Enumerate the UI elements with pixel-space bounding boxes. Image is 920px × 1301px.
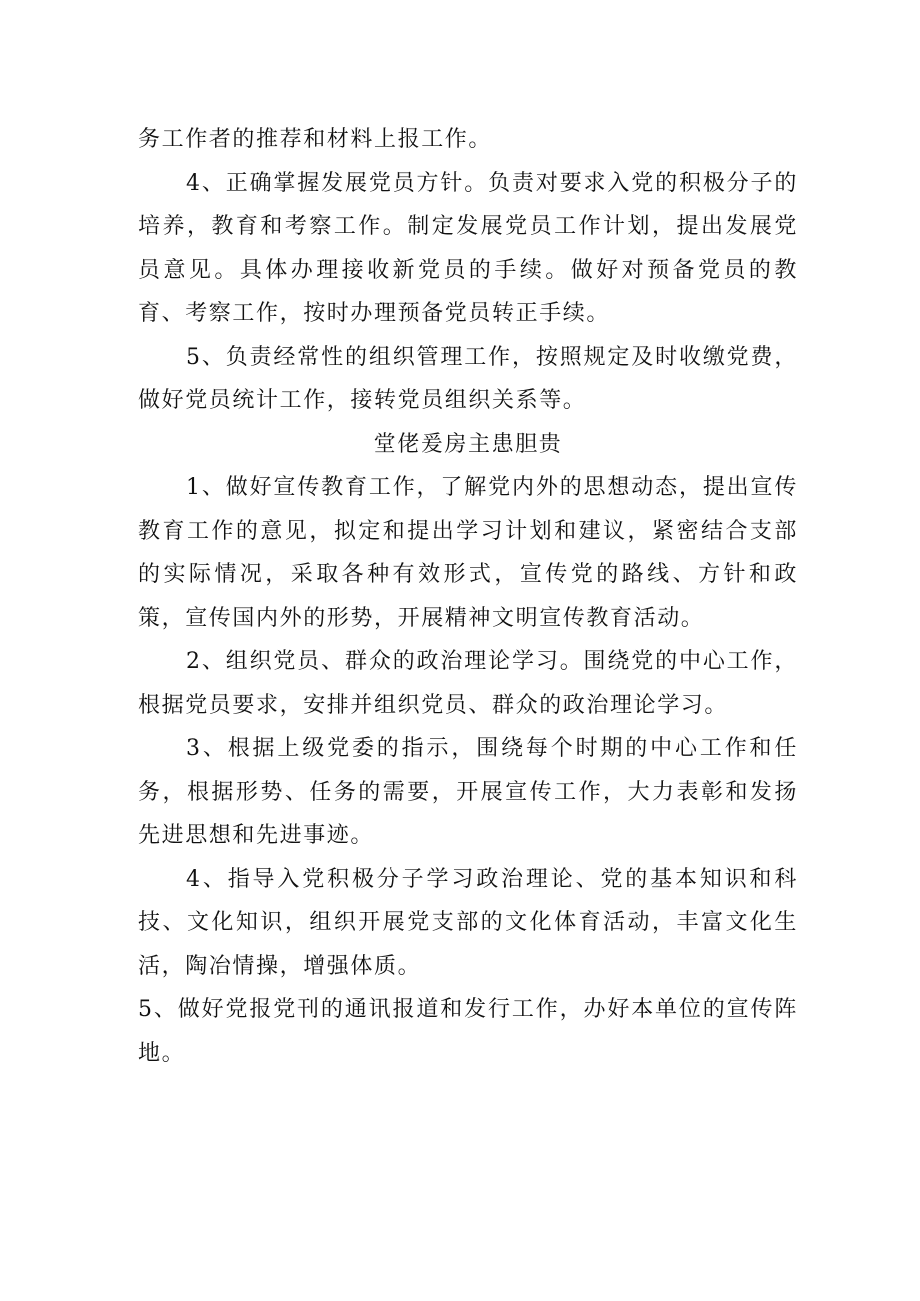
paragraph-propaganda-item-5: 5、做好党报党刊的通讯报道和发行工作，办好本单位的宣传阵地。: [138, 997, 798, 1066]
document-page: [138, 118, 798, 1075]
paragraph-continuation: 务工作者的推荐和材料上报工作。: [138, 127, 493, 152]
section-heading: 堂佬爰房主患胆贵: [373, 431, 563, 457]
paragraph-organization-item-4: 4、正确掌握发展党员方针。负责对要求入党的积极分子的培养，教育和考察工作。制定发展党员工作计划，提出发展党员意见。具体办理接收新党员的手续。做好对预备党员的教育、考察工作，按时办理预备党员转正手续。: [138, 170, 798, 326]
paragraph-propaganda-item-2: 2、组织党员、群众的政治理论学习。围绕党的中心工作，根据党员要求，安排并组织党员、群众的政治理论学习。: [138, 649, 798, 718]
paragraph-organization-item-5: 5、负责经常性的组织管理工作，按照规定及时收缴党费，做好党员统计工作，接转党员组织关系等。: [138, 344, 798, 413]
paragraph-propaganda-item-4: 4、指导入党积极分子学习政治理论、党的基本知识和科技、文化知识，组织开展党支部的文化体育活动，丰富文化生活，陶冶情操，增强体质。: [138, 866, 798, 979]
paragraph-propaganda-item-1: 1、做好宣传教育工作，了解党内外的思想动态，提出宣传教育工作的意见，拟定和提出学习计划和建议，紧密结合支部的实际情况，采取各种有效形式，宣传党的路线、方针和政策，宣传国内外的形势，开展精神文明宣传教育活动。: [138, 475, 798, 631]
paragraph-propaganda-item-3: 3、根据上级党委的指示，围绕每个时期的中心工作和任务，根据形势、任务的需要，开展宣传工作，大力表彰和发扬先进思想和先进事迹。: [138, 736, 798, 848]
